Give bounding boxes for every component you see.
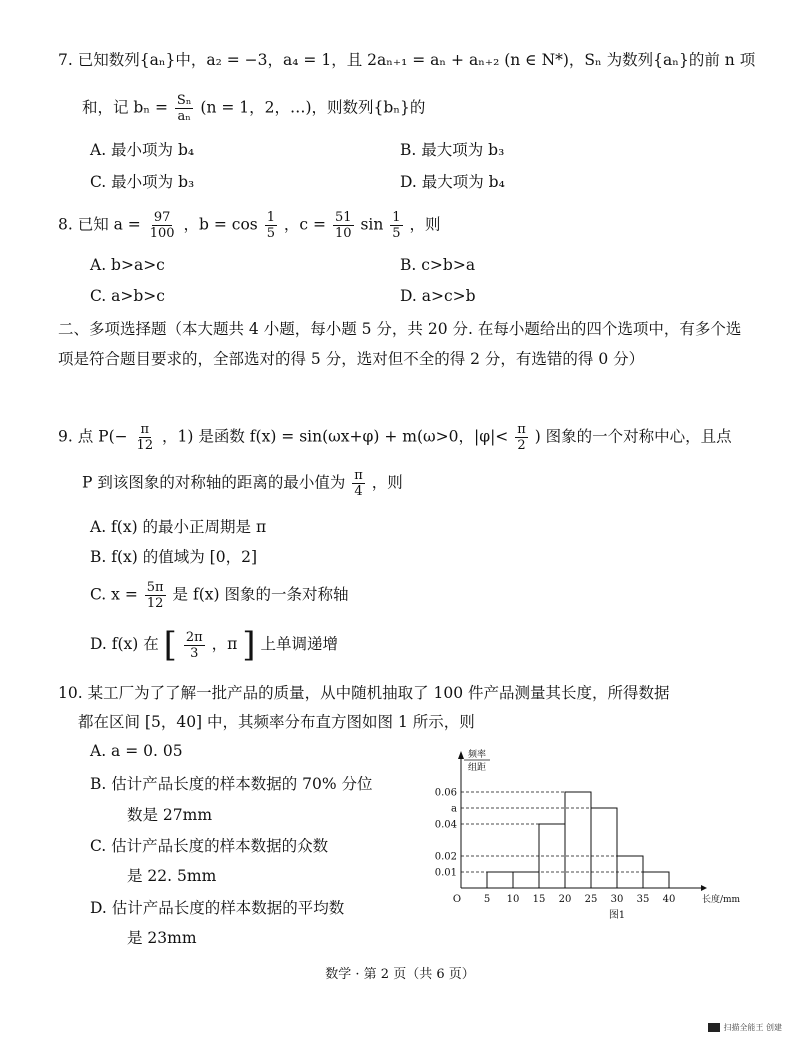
q10-stem-line1: 10. 某工厂为了了解一批产品的质量，从中随机抽取了 100 件产品测量其长度，所得数据 [58, 684, 670, 702]
right-bracket-icon: ] [242, 625, 256, 665]
q9-phi-fraction [515, 422, 528, 453]
q8-option-a[interactable]: A. b>a>c [90, 256, 165, 274]
q8-a-den: 100 [149, 226, 175, 241]
q7-option-d[interactable]: D. 最大项为 b₄ [400, 173, 505, 191]
q7-stem-suffix: (n = 1，2，…)，则数列{bₙ}的 [200, 98, 426, 117]
q9-option-d[interactable] [90, 625, 338, 665]
scanner-watermark-text: 扫描全能王 创建 [723, 1023, 782, 1032]
y-tick-label: 0.02 [434, 851, 457, 863]
q10-option-c-line1[interactable]: C. 估计产品长度的样本数据的众数 [90, 837, 329, 855]
q9-stem-line2 [82, 468, 403, 499]
q9-c-den: 12 [146, 596, 164, 611]
q10-option-d-line2[interactable]: 是 23mm [127, 929, 197, 947]
q10-option-a[interactable]: A. a = 0. 05 [90, 742, 183, 760]
q9-d2-num: 2π [185, 629, 203, 645]
q8-sin-den: 5 [392, 226, 401, 241]
y-axis-label-denominator: 组距 [467, 763, 487, 773]
x-tick-label: 15 [532, 894, 546, 905]
histogram-bar [591, 808, 617, 888]
q10-option-d-line1[interactable]: D. 估计产品长度的样本数据的平均数 [90, 899, 345, 917]
q8-a-num: 97 [153, 210, 171, 225]
q8-c-fraction [333, 210, 354, 241]
y-tick-label: 0.06 [434, 787, 457, 799]
q8-a-fraction [148, 210, 177, 241]
q7-stem-line1: 7. 已知数列{aₙ}中，a₂ = −3，a₄ = 1，且 2aₙ₊₁ = aₙ + aₙ₊₂ (n ∈ N*)，Sₙ 为数列{aₙ}的前 n 项 [58, 51, 756, 69]
page-footer: 数学 · 第 2 页（共 6 页） [325, 967, 475, 982]
q9-p-den: 12 [136, 438, 154, 453]
figure-caption: 图1 [608, 910, 626, 921]
q8-b-num: 1 [266, 210, 275, 225]
y-axis-arrow-icon [458, 751, 464, 759]
q9-mid1: ，1) 是函数 f(x) = sin(ωx+φ) + m(ω>0，|φ|< [162, 427, 509, 446]
q10-option-b-line1[interactable]: B. 估计产品长度的样本数据的 70% 分位 [90, 775, 373, 793]
q8-sin-text: sin [360, 215, 384, 234]
q8-option-d[interactable]: D. a>c>b [400, 287, 476, 305]
q8-c-num: 51 [334, 210, 352, 225]
frequency-histogram [425, 745, 765, 930]
q8-c-den: 10 [334, 226, 352, 241]
origin-label: O [452, 894, 462, 905]
y-tick-label: 0.04 [434, 819, 457, 831]
q7-option-b[interactable]: B. 最大项为 b₃ [400, 141, 505, 159]
histogram-bar [513, 872, 539, 888]
q8-b-text: ，b = cos [183, 215, 258, 234]
q9-p-fraction [135, 422, 156, 453]
q8-suffix: ，则 [409, 215, 441, 234]
q9-option-a[interactable]: A. f(x) 的最小正周期是 π [90, 518, 267, 536]
y-tick-label: 0.01 [434, 867, 457, 879]
q10-option-c-line2[interactable]: 是 22. 5mm [127, 867, 217, 885]
q9-d2-fraction [184, 630, 205, 661]
histogram-bar [487, 872, 513, 888]
q9-line2-prefix: P 到该图象的对称轴的距离的最小值为 [82, 473, 346, 492]
q7-frac-num: Sₙ [176, 93, 192, 108]
y-tick-label: a [451, 803, 457, 815]
x-tick-label: 20 [558, 894, 572, 905]
x-tick-label: 35 [636, 894, 650, 905]
q10-stem-line2: 都在区间 [5，40] 中，其频率分布直方图如图 1 所示，则 [78, 713, 475, 731]
q7-bn-label: 和，记 bₙ = [82, 98, 168, 117]
q9-c-num: 5π [146, 580, 164, 595]
histogram-bar [617, 856, 643, 888]
q8-stem [58, 210, 441, 241]
q9-mid2: ) 图象的一个对称中心，且点 [534, 427, 732, 446]
q9-d-fraction [352, 468, 365, 499]
q7-frac-den: aₙ [177, 109, 191, 124]
histogram-bar [565, 792, 591, 888]
q9-option-b[interactable]: B. f(x) 的值域为 [0，2] [90, 548, 257, 566]
q9-option-d-mid: ，π [211, 635, 238, 653]
x-tick-label: 40 [662, 894, 676, 905]
q9-d-den: 4 [354, 484, 363, 499]
q8-option-b[interactable]: B. c>b>a [400, 256, 476, 274]
q9-prefix: 9. 点 P(− [58, 427, 128, 446]
x-axis-arrow-icon [701, 885, 707, 891]
x-tick-label: 5 [483, 894, 491, 905]
q9-option-c-suffix: 是 f(x) 图象的一条对称轴 [172, 585, 349, 604]
q7-stem-line2 [82, 93, 425, 124]
q8-b-fraction [265, 210, 277, 241]
q7-option-c[interactable]: C. 最小项为 b₃ [90, 173, 195, 191]
histogram-bar [643, 872, 669, 888]
x-tick-label: 25 [584, 894, 598, 905]
q9-d2-den: 3 [190, 645, 199, 661]
x-tick-label: 30 [610, 894, 624, 905]
scanner-logo-icon [708, 1023, 720, 1032]
x-tick-label: 10 [506, 894, 520, 905]
q8-b-den: 5 [266, 226, 275, 241]
q9-option-d-suffix: 上单调递增 [260, 635, 338, 653]
q9-option-d-prefix: D. f(x) 在 [90, 635, 159, 653]
q8-prefix: 8. 已知 a = [58, 215, 141, 234]
q8-option-c[interactable]: C. a>b>c [90, 287, 165, 305]
histogram-svg [425, 745, 765, 930]
q9-option-c-prefix: C. x = [90, 585, 138, 604]
q9-phi-num: π [517, 422, 526, 437]
q9-option-c[interactable] [90, 580, 348, 611]
q9-phi-den: 2 [517, 438, 526, 453]
q9-p-num: π [140, 422, 150, 437]
q9-c-fraction [145, 580, 166, 611]
q10-option-b-line2[interactable]: 数是 27mm [127, 806, 213, 824]
scanner-watermark [708, 1022, 782, 1033]
q9-line2-suffix: ，则 [371, 473, 403, 492]
q8-c-text: ，c = [283, 215, 327, 234]
left-bracket-icon: [ [163, 625, 177, 665]
q7-bn-fraction [175, 93, 194, 124]
y-axis-label-numerator: 频率 [467, 750, 487, 760]
q9-d-num: π [354, 468, 363, 483]
q8-sin-fraction [390, 210, 402, 241]
q9-stem-line1 [58, 422, 732, 453]
x-axis-label: 长度/mm [701, 895, 741, 905]
section-2-instructions: 二、多项选择题（本大题共 4 小题，每小题 5 分，共 20 分. 在每小题给出的四个选项中，有多个选项是符合题目要求的，全部选对的得 5 分，选对但不全的得 2 分，有选错的得 0 分） [58, 320, 742, 368]
q8-sin-num: 1 [392, 210, 401, 225]
q7-option-a[interactable]: A. 最小项为 b₄ [90, 141, 195, 159]
